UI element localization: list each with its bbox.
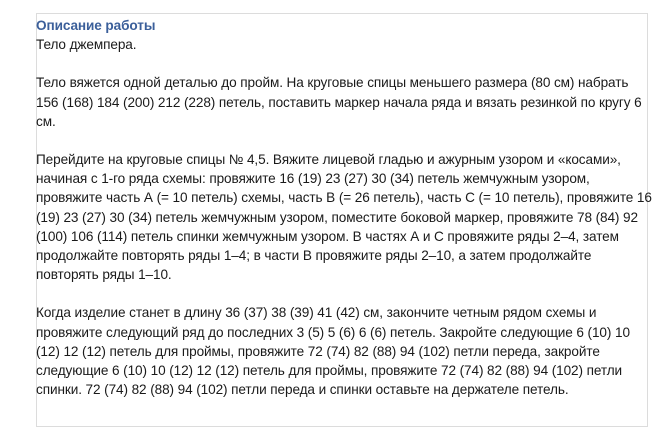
document-page: [36, 13, 652, 427]
paragraph-2: Перейдите на круговые спицы № 4,5. Вяжите лицевой гладью и ажурным узором и «косами», начиная с 1-го ряда схемы: провяжите 16 (19) 23 (27) 30 (34) петель жемчужным узором, провяжите часть А (= 10 петель) схемы, часть В (= 26 петель), часть С (= 10 петель), провяжите 16 (19) 23 (27) 30 (34) петель жемчужным узором, поместите боковой маркер, провяжите 78 (84) 92 (100) 106 (114) петель спинки жемчужным узором. В частях А и С провяжите ряды 2–4, затем продолжайте повторять ряды 1–4; в части В провяжите ряды 2–10, а затем продолжайте повторять ряды 1–10.: [36, 152, 652, 283]
paragraph-3: Когда изделие станет в длину 36 (37) 38 (39) 41 (42) см, закончите четным рядом схемы и провяжите следующий ряд до последних 3 (5) 5 (6) 6 (6) петель. Закройте следующие 6 (10) 10 (12) 12 (12) петель для проймы, провяжите 72 (74) 82 (88) 94 (102) петли переда, закройте следующие 6 (10) 10 (12) 12 (12) петель для проймы, провяжите 72 (74) 82 (88) 94 (102) петли спинки. 72 (74) 82 (88) 94 (102) петли переда и спинки оставьте на держателе петель.: [36, 305, 630, 398]
section-heading: Описание работы: [36, 18, 156, 33]
document-body: [36, 16, 654, 399]
section-subheading: Тело джемпера.: [36, 37, 137, 53]
paragraph-1: Тело вяжется одной деталью до пройм. На круговые спицы меньшего размера (80 см) набрать 156 (168) 184 (200) 212 (228) петель, поставить маркер начала ряда и вязать резинкой по кругу 6 см.: [36, 75, 642, 129]
